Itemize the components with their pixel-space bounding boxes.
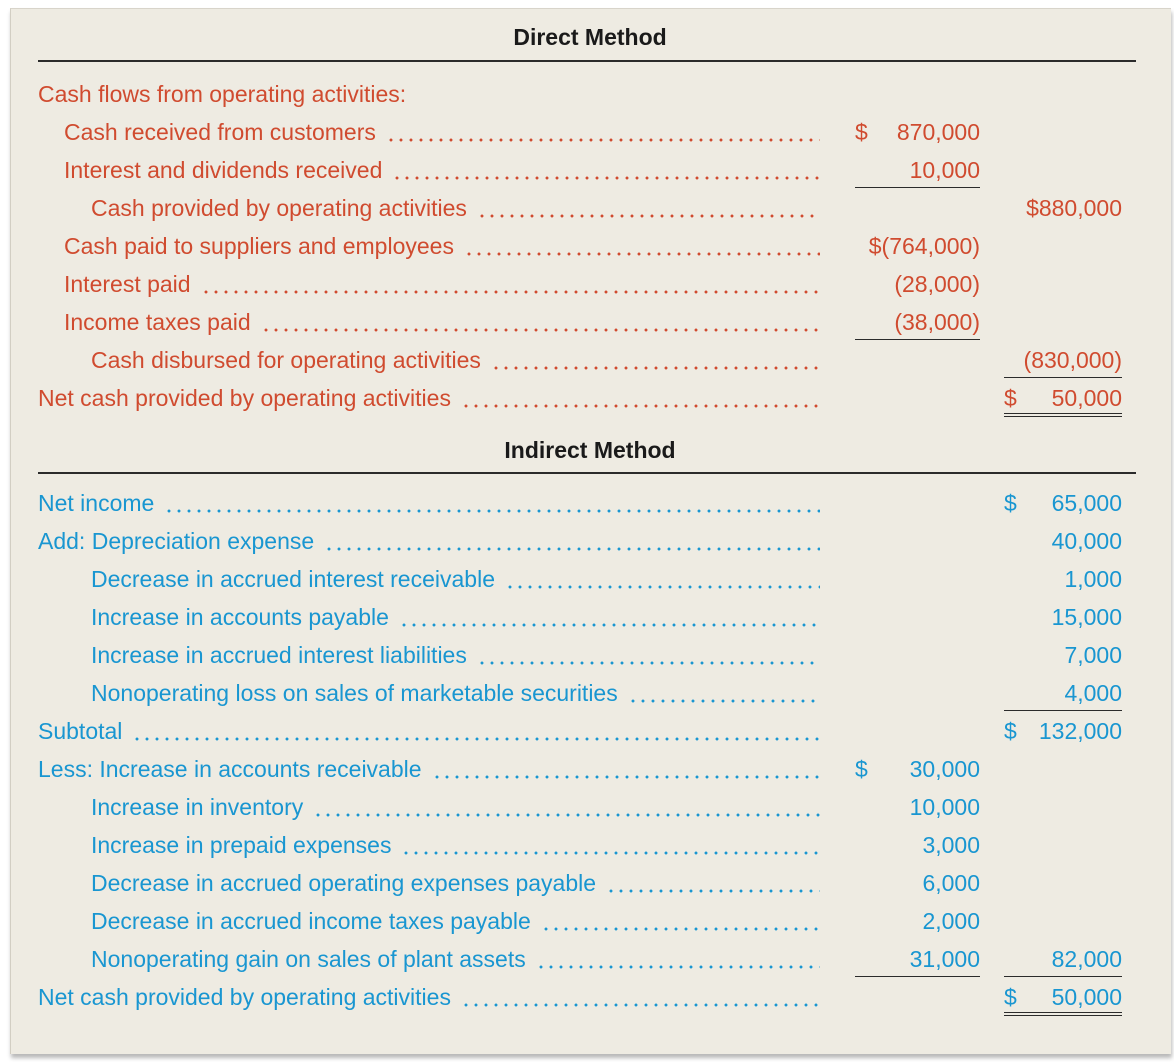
direct-row [0, 113, 1174, 151]
indirect-row [0, 522, 1174, 560]
dot-leader [386, 138, 820, 142]
dollar-sign: $ [1004, 718, 1017, 744]
line-item-label: Income taxes paid [64, 309, 251, 335]
dot-leader [606, 889, 820, 893]
indirect-row [0, 674, 1174, 712]
dot-leader [477, 661, 820, 665]
amount-value: 2,000 [922, 908, 980, 934]
amount-column-2 [1004, 189, 1122, 227]
amount-value: 132,000 [1038, 718, 1122, 744]
line-item-label: Cash received from customers [64, 119, 376, 145]
indirect-row [0, 560, 1174, 598]
amount-value: (38,000) [894, 309, 980, 335]
dot-leader [324, 547, 820, 551]
dot-leader [505, 585, 820, 589]
dot-leader [201, 290, 820, 294]
amount-value: 40,000 [1051, 528, 1122, 554]
amount-column-1 [855, 902, 980, 940]
amount-column-1 [855, 303, 980, 340]
amount-column-2 [1004, 379, 1122, 417]
amount-column-2 [1004, 560, 1122, 598]
dot-leader [392, 176, 820, 180]
amount-value: 82,000 [1051, 946, 1122, 972]
direct-row [0, 265, 1174, 303]
direct-row [0, 151, 1174, 189]
amount-value: 6,000 [922, 870, 980, 896]
indirect-row [0, 864, 1174, 902]
indirect-heading-rule [38, 472, 1136, 474]
amount-column-2 [1004, 712, 1122, 750]
direct-row [0, 341, 1174, 379]
direct-row [0, 379, 1174, 417]
amount-value: 3,000 [922, 832, 980, 858]
dot-leader [261, 328, 820, 332]
dollar-sign: $ [1004, 490, 1017, 516]
amount-column-2 [1004, 636, 1122, 674]
line-item-label: Add: Depreciation expense [38, 528, 315, 554]
indirect-row [0, 826, 1174, 864]
amount-column-2 [1004, 978, 1122, 1016]
line-item-label: Cash disbursed for operating activities [91, 347, 481, 373]
indirect-row [0, 940, 1174, 978]
dot-leader [399, 623, 820, 627]
dollar-sign: $ [1004, 385, 1017, 411]
amount-column-1 [855, 227, 980, 265]
line-item-label: Interest paid [64, 271, 191, 297]
line-item-label: Increase in prepaid expenses [91, 832, 392, 858]
dot-leader [401, 851, 820, 855]
amount-value: 30,000 [909, 756, 980, 782]
line-item-label: Decrease in accrued interest receivable [91, 566, 495, 592]
dollar-sign: $ [855, 756, 868, 782]
amount-column-1 [855, 788, 980, 826]
dot-leader [491, 366, 820, 370]
dot-leader [628, 699, 820, 703]
line-item-label: Increase in accounts payable [91, 604, 389, 630]
line-item-label: Net income [38, 490, 155, 516]
indirect-row [0, 978, 1174, 1016]
line-item-label: Net cash provided by operating activities [38, 984, 451, 1010]
direct-row [0, 227, 1174, 265]
indirect-row [0, 750, 1174, 788]
amount-value: 1,000 [1064, 566, 1122, 592]
dot-leader [464, 252, 820, 256]
amount-value: 50,000 [1051, 385, 1122, 411]
dot-leader [461, 404, 820, 408]
amount-column-2 [1004, 484, 1122, 522]
dollar-sign: $ [855, 119, 868, 145]
line-item-label: Interest and dividends received [64, 157, 383, 183]
amount-value: 870,000 [896, 119, 980, 145]
direct-row [0, 303, 1174, 341]
dot-leader [477, 214, 820, 218]
amount-column-2 [1004, 940, 1122, 977]
amount-value: 50,000 [1051, 984, 1122, 1010]
amount-column-2 [1004, 598, 1122, 636]
amount-value: 7,000 [1064, 642, 1122, 668]
line-item-label: Subtotal [38, 718, 123, 744]
indirect-row [0, 788, 1174, 826]
direct-heading-rule [38, 60, 1136, 62]
amount-column-1 [855, 940, 980, 977]
amount-value: 4,000 [1064, 680, 1122, 706]
amount-column-2 [1004, 341, 1122, 378]
amount-value: 65,000 [1051, 490, 1122, 516]
amount-value: 31,000 [909, 946, 980, 972]
indirect-row [0, 598, 1174, 636]
amount-value: $880,000 [1026, 195, 1122, 221]
amount-column-1 [855, 826, 980, 864]
line-item-label: Less: Increase in accounts receivable [38, 756, 422, 782]
line-item-label: Net cash provided by operating activities [38, 385, 451, 411]
line-item-label: Increase in accrued interest liabilities [91, 642, 467, 668]
dollar-sign: $ [1004, 984, 1017, 1010]
direct-method-heading: Direct Method [513, 24, 667, 50]
amount-column-1 [855, 750, 980, 788]
amount-value: 10,000 [909, 157, 980, 183]
indirect-row [0, 636, 1174, 674]
line-item-label: Cash provided by operating activities [91, 195, 467, 221]
dot-leader [313, 813, 820, 817]
direct-row [0, 75, 1174, 113]
amount-column-1 [855, 113, 980, 151]
indirect-row [0, 712, 1174, 750]
dot-leader [132, 737, 820, 741]
line-item-label: Decrease in accrued income taxes payable [91, 908, 531, 934]
line-item-label: Decrease in accrued operating expenses payable [91, 870, 597, 896]
indirect-row [0, 484, 1174, 522]
line-item-label: Increase in inventory [91, 794, 304, 820]
line-item-label: Cash flows from operating activities: [38, 81, 407, 107]
amount-value: $(764,000) [868, 233, 980, 259]
dot-leader [541, 927, 820, 931]
amount-value: 10,000 [909, 794, 980, 820]
line-item-label: Nonoperating gain on sales of plant assets [91, 946, 526, 972]
amount-column-1 [855, 151, 980, 188]
amount-value: 15,000 [1051, 604, 1122, 630]
direct-row [0, 189, 1174, 227]
amount-value: (830,000) [1023, 347, 1122, 373]
indirect-row [0, 902, 1174, 940]
amount-column-2 [1004, 674, 1122, 711]
dot-leader [536, 965, 820, 969]
amount-column-1 [855, 864, 980, 902]
amount-value: (28,000) [894, 271, 980, 297]
dot-leader [164, 509, 820, 513]
amount-column-2 [1004, 522, 1122, 560]
indirect-method-heading: Indirect Method [504, 437, 676, 463]
dot-leader [432, 775, 820, 779]
dot-leader [461, 1003, 820, 1007]
line-item-label: Cash paid to suppliers and employees [64, 233, 454, 259]
line-item-label: Nonoperating loss on sales of marketable securities [91, 680, 618, 706]
amount-column-1 [855, 265, 980, 303]
